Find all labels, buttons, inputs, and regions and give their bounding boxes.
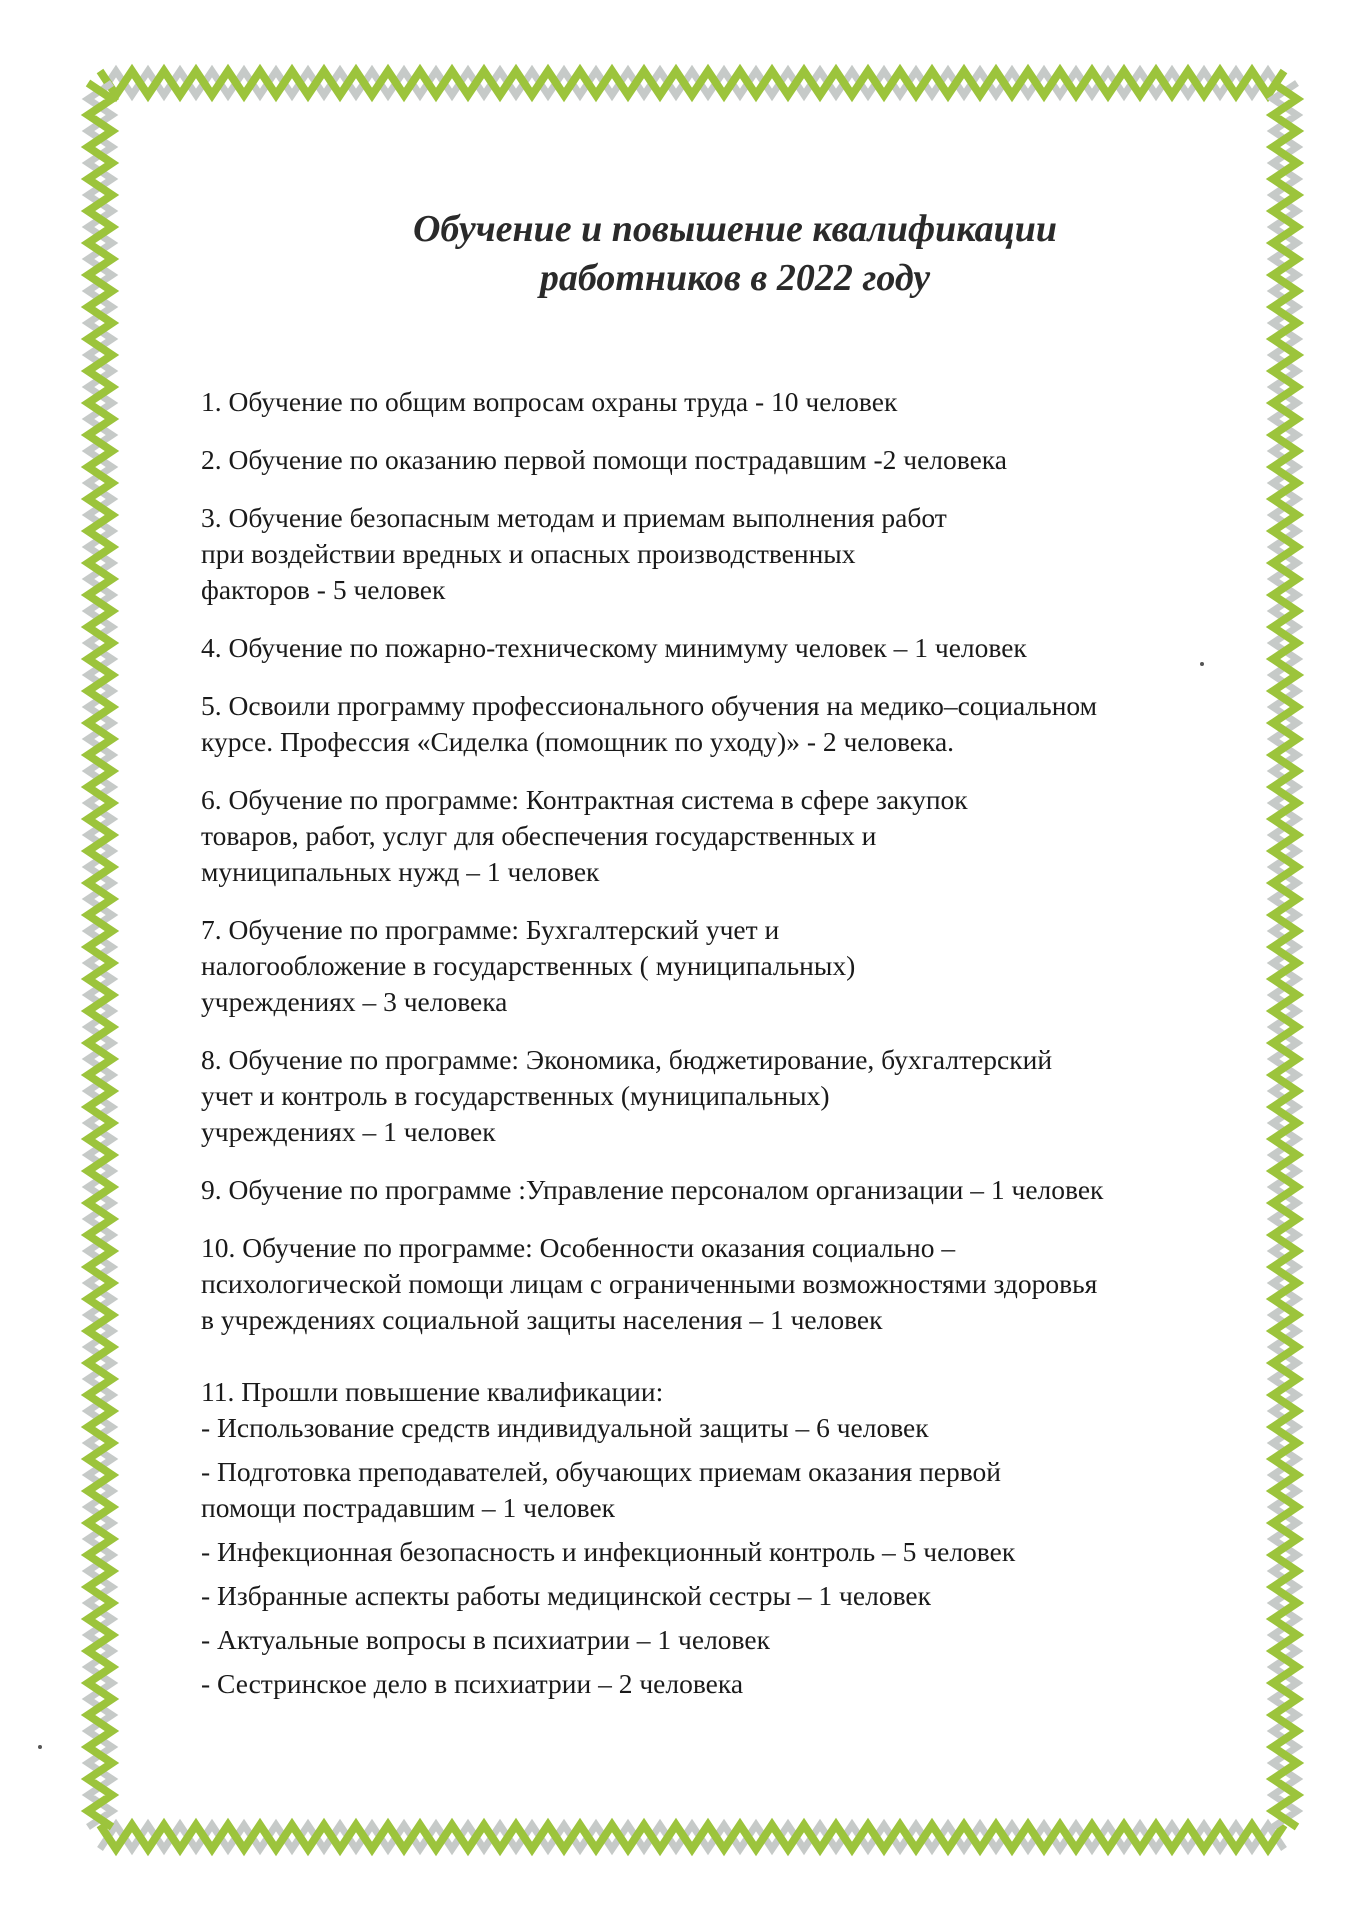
list-item: 3. Обучение безопасным методам и приемам выполнения работ при воздействии вредных и опасных производственных факторов - 5 человек [201, 502, 947, 605]
list-item: 11. Прошли повышение квалификации: - Использование средств индивидуальной защиты – 6 человек [201, 1376, 929, 1443]
list-item: - Сестринское дело в психиатрии – 2 человека [201, 1668, 744, 1699]
list-item: 6. Обучение по программе: Контрактная система в сфере закупок товаров, работ, услуг для обеспечения государственных и муниципальных нужд – 1 человек [201, 784, 968, 887]
list-item: 7. Обучение по программе: Бухгалтерский учет и налогообложение в государственных ( муниципальных) учреждениях – 3 человека [201, 914, 856, 1017]
list-item: 2. Обучение по оказанию первой помощи пострадавшим -2 человека [201, 444, 1007, 475]
scan-speck [38, 1745, 42, 1749]
list-item: 5. Освоили программу профессионального обучения на медико–социальном курсе. Профессия «Сиделка (помощник по уходу)» - 2 человека. [201, 690, 1098, 757]
training-list [201, 384, 1261, 1702]
title-line-2: работников в 2022 году [539, 257, 931, 299]
list-item: 1. Обучение по общим вопросам охраны труда - 10 человек [201, 386, 898, 417]
list-item: 9. Обучение по программе :Управление персоналом организации – 1 человек [201, 1174, 1104, 1205]
scan-speck [1200, 662, 1204, 666]
list-item: 10. Обучение по программе: Особенности оказания социально – психологической помощи лицам с ограниченными возможностями здоровья в учреждениях социальной защиты населения – 1 человек [201, 1232, 1098, 1335]
list-item: 4. Обучение по пожарно-техническому минимуму человек – 1 человек [201, 632, 1027, 663]
list-item: 8. Обучение по программе: Экономика, бюджетирование, бухгалтерский учет и контроль в государственных (муниципальных) учреждениях – 1 человек [201, 1044, 1053, 1147]
page-title [210, 205, 1260, 303]
list-item: - Актуальные вопросы в психиатрии – 1 человек [201, 1624, 770, 1655]
list-item: - Избранные аспекты работы медицинской сестры – 1 человек [201, 1580, 931, 1611]
list-item: - Подготовка преподавателей, обучающих приемам оказания первой помощи пострадавшим – 1 человек [201, 1456, 1002, 1523]
title-line-1: Обучение и повышение квалификации [412, 208, 1058, 250]
list-item: - Инфекционная безопасность и инфекционный контроль – 5 человек [201, 1536, 1016, 1567]
